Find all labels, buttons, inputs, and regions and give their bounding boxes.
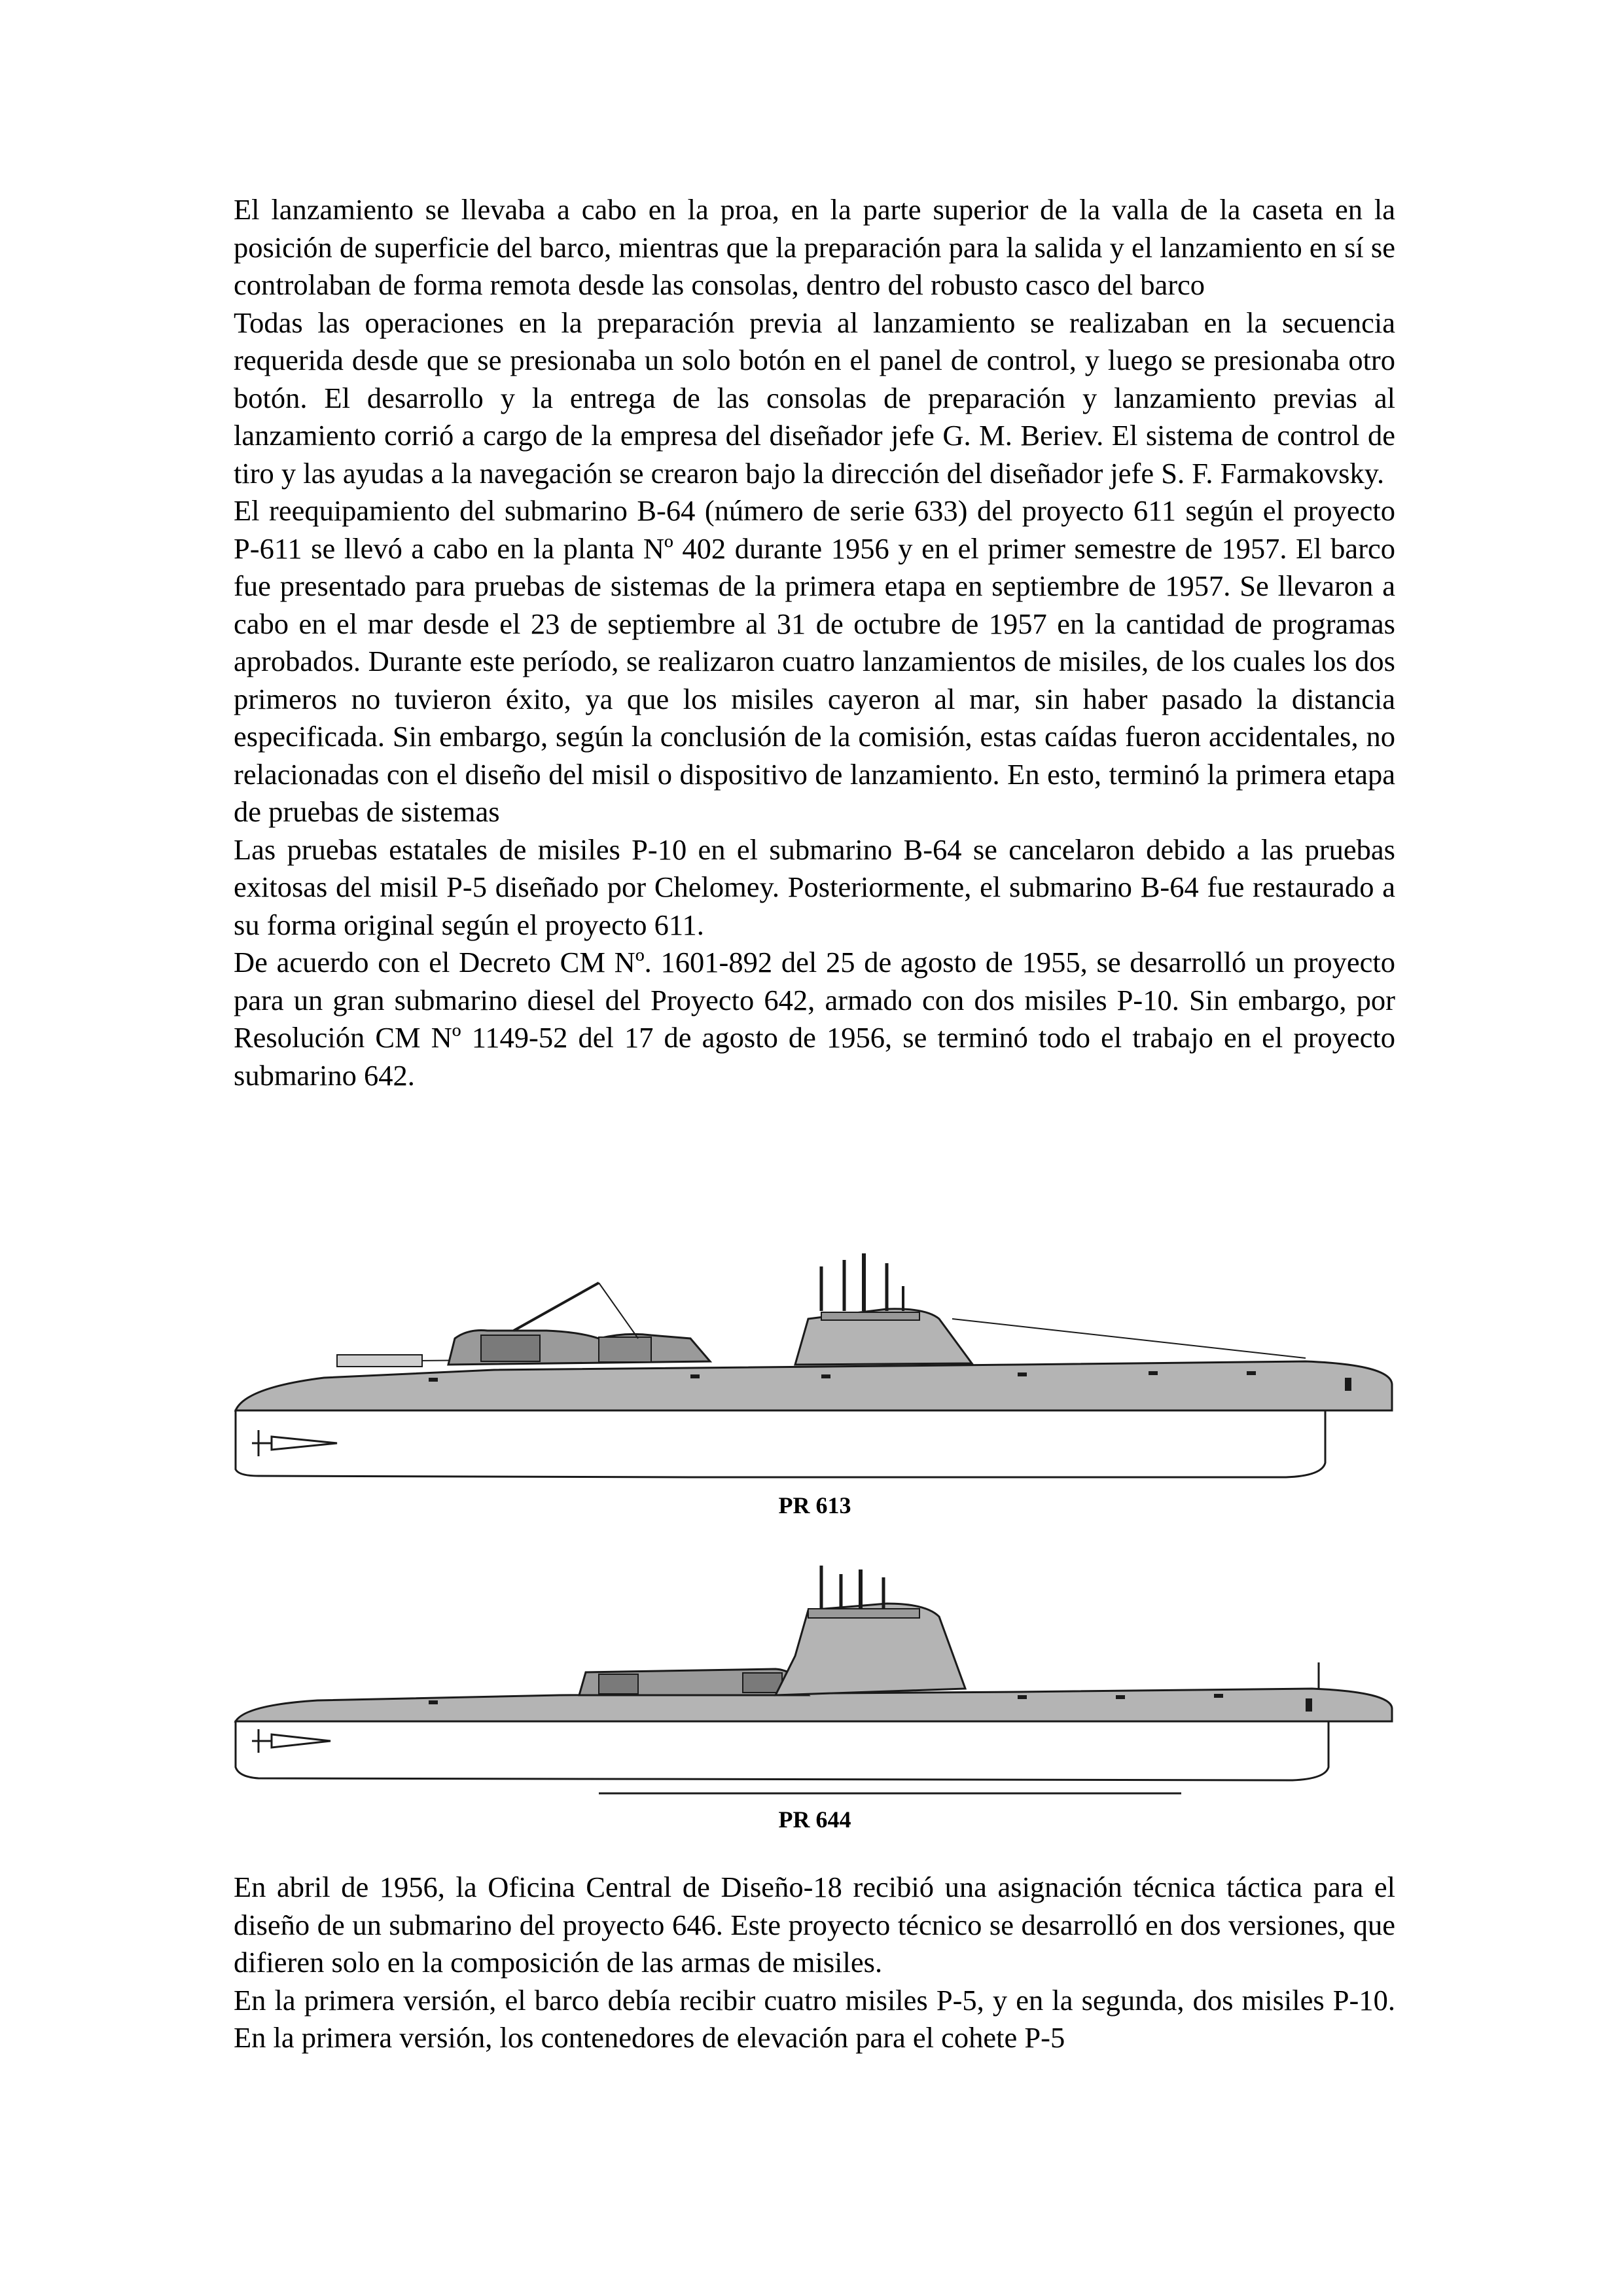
paragraph: El lanzamiento se llevaba a cabo en la proa, en la parte superior de la valla de la caseta en la posición de superficie del barco, mientras que la preparación para la salida y el lanzamiento en sí se controlaban de forma remota desde las consolas, dentro del robusto casco del barco bbox=[234, 193, 1395, 301]
submarine-613-drawing bbox=[232, 1247, 1397, 1486]
submarine-644-drawing bbox=[232, 1558, 1397, 1797]
figure-caption: PR 644 bbox=[778, 1806, 851, 1833]
paragraph: En la primera versión, el barco debía recibir cuatro misiles P-5, y en la segunda, dos misiles P-10. En la primera versión, los contenedores de elevación para el cohete P-5 bbox=[234, 1983, 1395, 2054]
paragraph: Todas las operaciones en la preparación previa al lanzamiento se realizaban en la secuencia requerida desde que se presionaba un solo botón en el panel de control, y luego se presionaba otro botón. El desarrollo y la entrega de las consolas de preparación y lanzamiento previas al lanzamiento corrió a cargo de la empresa del diseñador jefe G. M. Beriev. El sistema de control de tiro y las ayudas a la navegación se crearon bajo la dirección del diseñador jefe S. F. Farmakovsky. bbox=[234, 306, 1395, 490]
paragraph: En abril de 1956, la Oficina Central de Diseño-18 recibió una asignación técnica táctica para el diseño de un submarino del proyecto 646. Este proyecto técnico se desarrolló en dos versiones, que difieren solo en la composición de las armas de misiles. bbox=[234, 1871, 1395, 1979]
paragraph: De acuerdo con el Decreto CM Nº. 1601-892 del 25 de agosto de 1955, se desarrolló un proyecto para un gran submarino diesel del Proyecto 642, armado con dos misiles P-10. Sin embargo, por Resolución CM Nº 1149-52 del 17 de agosto de 1956, se terminó todo el trabajo en el proyecto submarino 642. bbox=[234, 946, 1395, 1092]
paragraph: Las pruebas estatales de misiles P-10 en el submarino B-64 se cancelaron debido a las pruebas exitosas del misil P-5 diseñado por Chelomey. Posteriormente, el submarino B-64 fue restaurado a su forma original según el proyecto 611. bbox=[234, 833, 1395, 941]
figure-caption: PR 613 bbox=[778, 1492, 851, 1518]
body-text-top bbox=[234, 191, 1395, 1094]
body-text-bottom bbox=[234, 1869, 1395, 2057]
paragraph: El reequipamiento del submarino B-64 (número de serie 633) del proyecto 611 según el proyecto P-611 se llevó a cabo en la planta Nº 402 durante 1956 y en el primer semestre de 1957. El barco fue presentado para pruebas de sistemas de la primera etapa en septiembre de 1957. Se llevaron a cabo en el mar desde el 23 de septiembre al 31 de octubre de 1957 en la cantidad de programas aprobados. Durante este período, se realizaron cuatro lanzamientos de misiles, de los cuales los dos primeros no tuvieron éxito, ya que los misiles cayeron al mar, sin haber pasado la distancia especificada. Sin embargo, según la conclusión de la comisión, estas caídas fueron accidentales, no relacionadas con el diseño del misil o dispositivo de lanzamiento. En esto, terminó la primera etapa de pruebas de sistemas bbox=[234, 494, 1395, 828]
